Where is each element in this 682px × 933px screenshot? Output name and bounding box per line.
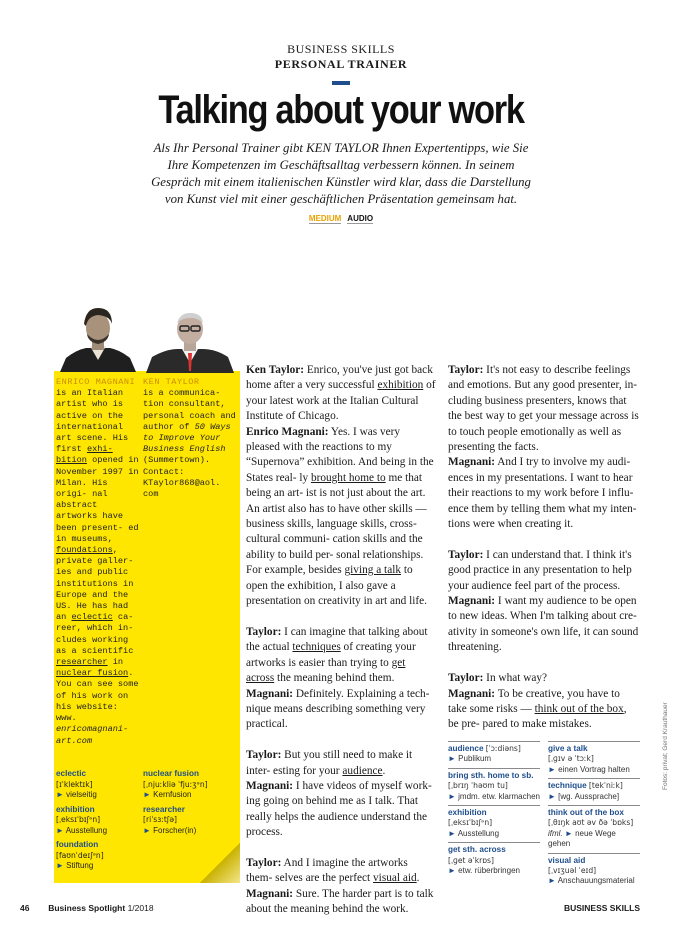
arrow-icon: ►: [143, 825, 151, 835]
footer-right: BUSINESS SKILLS: [563, 903, 640, 913]
issue-number: 1/2018: [127, 903, 154, 913]
arrow-icon: ►: [448, 828, 456, 838]
glossary-entry: technique [tekˈniːk] ► [wg. Aussprache]: [548, 778, 640, 802]
bio-magnani-website[interactable]: enricomagnani- art.com: [56, 724, 129, 746]
glossary-entry: researcher [riˈsɜːtʃə] ► Forscher(in): [143, 804, 197, 835]
subsection-label: PERSONAL TRAINER: [274, 57, 408, 71]
glossary-column-1: [448, 741, 540, 879]
glossary-entry: think out of the box [ˌθɪŋk aʊt əv ðə ˈbɒks] ifml. ► neue Wege gehen: [548, 805, 640, 850]
audio-tag[interactable]: AUDIO: [347, 214, 374, 223]
level-tag: MEDIUM: [308, 214, 342, 223]
arrow-icon: ►: [143, 790, 151, 799]
photo-credit: Fotos: privat; Gerd Krauthauer: [662, 702, 669, 790]
level-tags: [0, 214, 682, 223]
taylor-portrait: [144, 307, 236, 373]
dialogue-block: Taylor: I can imagine that talking about the actual techniques of creating your artworks is easier than trying to get across the meaning behind them. Magnani: Definitely. Explaining a tech- nique means describing something very practical.: [246, 625, 430, 731]
page-title: Talking about your work: [158, 88, 524, 132]
dialogue-block: Taylor: I can understand that. I think it's good practice in any presentation to help your audience feel part of the process. Magnani: I want my audience to be open to new ideas. When I'm talking about cre- ativity in someone's own life, it can sound threatening.: [448, 548, 639, 654]
dialogue-block: Taylor: It's not easy to describe feelings and emotions. But any good presenter, in- cluding business presenters, knows that the best way to get your message across is to touch people emotionally as well as presenting the facts. Magnani: And I try to involve my audi- ences in my presentations. I want to hear their reactions to my work before I influ- ence them by telling them what my inten- tions were when creating it.: [448, 364, 639, 531]
bio-taylor-name: KEN TAYLOR: [143, 377, 200, 387]
glossary-entry: give a talk [ˌɡɪv ə ˈtɔːk] ► einen Vortrag halten: [548, 741, 640, 775]
section-label: BUSINESS SKILLS: [287, 42, 395, 56]
card-glossary-right: [143, 769, 239, 836]
arrow-icon: ►: [448, 866, 456, 876]
glossary-entry: exhibition [ˌeksɪˈbɪʃᵊn] ► Ausstellung: [56, 804, 108, 835]
bio-magnani: [56, 377, 140, 747]
glossary-entry: eclectic [ɪˈklektɪk] ► vielseitig: [56, 769, 97, 799]
glossary-column-2: [548, 741, 640, 890]
intro-text: Als Ihr Personal Trainer gibt KEN TAYLOR Ihnen Expertentipps, wie Sie Ihre Kompetenzen im Geschäftsalltag verbessern können. In seinem Gespräch mit einem italienischen Künstler wird klar, dass die Darstellung von Kunst viel mit einer geschäftlichen Präsentation gemeinsam hat.: [151, 141, 531, 206]
glossary-entry: exhibition [ˌeksɪˈbɪʃᵊn] ► Ausstellung: [448, 805, 540, 839]
arrow-icon: ►: [548, 876, 556, 886]
dialogue-block: Taylor: In what way? Magnani: To be creative, you have to take some risks — think out of the box, be pre- pared to make mistakes.: [448, 672, 627, 731]
footer-left: [20, 903, 154, 913]
dialogue-block: Taylor: But you still need to make it inter- esting for your audience. Magnani: I have videos of myself work- ing going on behind me as I talk. That really helps the audience understand the process.: [246, 749, 432, 839]
glossary-entry: foundation [faʊnˈdeɪʃᵊn] ► Stiftung: [56, 840, 104, 870]
arrow-icon: ►: [448, 791, 456, 801]
card-corner-fold: [200, 843, 240, 883]
arrow-icon: ►: [56, 790, 64, 799]
magnani-portrait: [56, 300, 140, 372]
article-column-1: [246, 363, 436, 933]
bio-magnani-text: is an Italian artist who is active on the international art scene. His first exhi- bition opened in November 1997 in Milan. His origi- nal abstract artworks have been present- ed in museums, foundations, private galler- ies and public institutions in Europe and the US. He has had an eclectic ca- reer, which in- cludes working as a scientific researcher in nuclear fusion. You can see some of his work on his website: www. enricomagnani- art.com: [56, 388, 139, 746]
arrow-icon: ►: [548, 764, 556, 774]
bio-magnani-name: ENRICO MAGNANI: [56, 377, 136, 387]
bio-taylor-text: is a communica- tion consultant, personal coach and author of 50 Ways to Improve Your Business English (Summertown). Contact: KTaylor868@aol. com: [143, 388, 236, 500]
arrow-icon: ►: [548, 791, 556, 801]
glossary-entry: audience [ˈɔːdiəns] ► Publikum: [448, 741, 540, 765]
glossary-entry: bring sth. home to sb. [ˌbrɪŋ ˈhəʊm tu] ► jmdm. etw. klarmachen: [448, 768, 540, 802]
section-header: [0, 42, 682, 72]
glossary-entry: nuclear fusion [ˌnjuːkliə ˈfjuːʒᵊn] ► Kernfusion: [143, 769, 208, 799]
card-glossary-left: [56, 769, 140, 872]
magazine-name: Business Spotlight: [48, 903, 126, 913]
arrow-icon: ►: [56, 861, 64, 870]
bio-taylor: [143, 377, 239, 500]
arrow-icon: ►: [564, 828, 573, 838]
page-number: 46: [20, 903, 30, 913]
dialogue-block: Ken Taylor: Enrico, you've just got back home after a very successful exhibition of your latest work at the Italian Cultural Institute of Chicago. Enrico Magnani: Yes. I was very pleased with the reactions to my “Supernova” exhibition. And being in the States real- ly brought home to me that being an art- ist is not just about the art. An artist also has to have other skills — business skills, language skills, cross-cultural communi- cation skills and the ability to build per- sonal relationships. For example, besides giving a talk to open the exhibition, I also gave a presentation on creativity in art and life.: [246, 364, 436, 608]
glossary-entry: get sth. across [ˌɡet əˈkrɒs] ► etw. rüberbringen: [448, 842, 540, 876]
arrow-icon: ►: [56, 825, 64, 835]
glossary-entry: visual aid [ˌvɪʒuəl ˈeɪd] ► Anschauungsmaterial: [548, 853, 640, 887]
arrow-icon: ►: [448, 754, 456, 764]
dialogue-block: Taylor: And I imagine the artworks them- selves are the perfect visual aid. Magnani: Sure. The harder part is to talk about the meaning behind the work.: [246, 856, 434, 916]
article-column-2: [448, 363, 640, 748]
accent-bar: [332, 81, 350, 85]
